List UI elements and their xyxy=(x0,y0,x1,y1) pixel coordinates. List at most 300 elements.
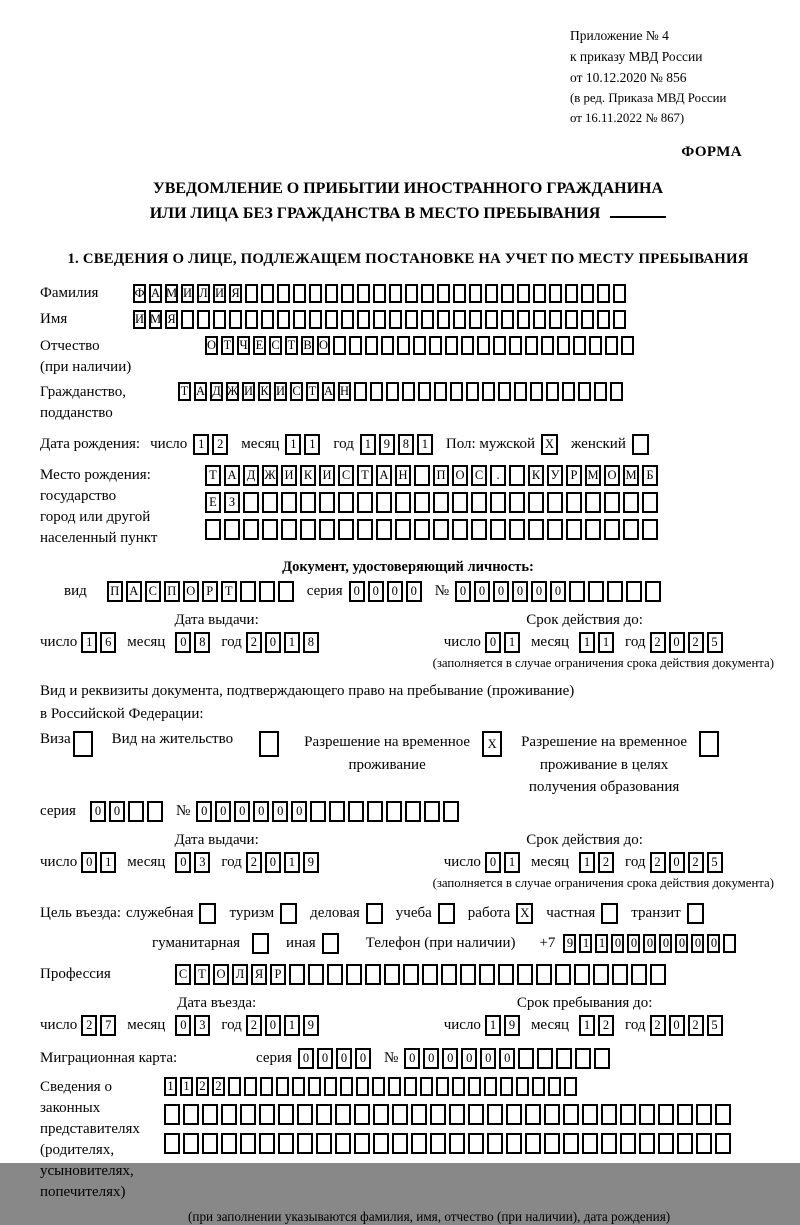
char-cell[interactable] xyxy=(509,465,525,486)
char-cell[interactable] xyxy=(366,903,383,924)
char-cell[interactable]: А xyxy=(376,465,392,486)
char-cell[interactable] xyxy=(260,1077,273,1096)
char-cell[interactable] xyxy=(601,1104,617,1125)
char-cell[interactable]: X xyxy=(516,903,533,924)
char-cell[interactable] xyxy=(243,519,259,540)
char-cell[interactable] xyxy=(575,1048,591,1069)
char-cell[interactable]: Я xyxy=(251,964,267,985)
char-cell[interactable] xyxy=(281,492,297,513)
char-cell[interactable] xyxy=(525,336,538,355)
char-cell[interactable] xyxy=(612,964,628,985)
char-cell[interactable] xyxy=(244,1077,257,1096)
char-cell[interactable] xyxy=(517,284,530,303)
char-cell[interactable] xyxy=(696,1133,712,1154)
char-cell[interactable] xyxy=(252,933,269,954)
char-cell[interactable] xyxy=(565,284,578,303)
char-cell[interactable]: 0 xyxy=(404,1048,420,1069)
char-cell[interactable] xyxy=(384,964,400,985)
char-cell[interactable] xyxy=(395,492,411,513)
char-cell[interactable] xyxy=(471,519,487,540)
char-cell[interactable]: И xyxy=(181,284,194,303)
char-cell[interactable]: О xyxy=(213,964,229,985)
char-cell[interactable]: О xyxy=(205,336,218,355)
char-cell[interactable]: И xyxy=(274,382,287,401)
char-cell[interactable] xyxy=(594,382,607,401)
char-cell[interactable] xyxy=(589,336,602,355)
char-cell[interactable]: 1 xyxy=(579,1015,595,1036)
char-cell[interactable] xyxy=(338,492,354,513)
char-cell[interactable]: А xyxy=(194,382,207,401)
char-cell[interactable] xyxy=(421,310,434,329)
char-cell[interactable]: 9 xyxy=(303,852,319,873)
char-cell[interactable] xyxy=(261,310,274,329)
char-cell[interactable]: К xyxy=(258,382,271,401)
char-cell[interactable]: Б xyxy=(642,465,658,486)
char-cell[interactable]: 9 xyxy=(303,1015,319,1036)
char-cell[interactable]: Ж xyxy=(226,382,239,401)
char-cell[interactable]: Т xyxy=(194,964,210,985)
char-cell[interactable]: К xyxy=(300,465,316,486)
char-cell[interactable]: 2 xyxy=(650,632,666,653)
char-cell[interactable]: 0 xyxy=(675,934,688,953)
char-cell[interactable]: 3 xyxy=(194,852,210,873)
char-cell[interactable] xyxy=(517,964,533,985)
char-cell[interactable]: 0 xyxy=(349,581,365,602)
char-cell[interactable]: 8 xyxy=(303,632,319,653)
char-cell[interactable] xyxy=(621,336,634,355)
char-cell[interactable] xyxy=(562,382,575,401)
char-cell[interactable] xyxy=(449,1104,465,1125)
char-cell[interactable] xyxy=(433,519,449,540)
char-cell[interactable]: Л xyxy=(232,964,248,985)
char-cell[interactable]: 2 xyxy=(246,632,262,653)
char-cell[interactable] xyxy=(506,1104,522,1125)
char-cell[interactable]: 3 xyxy=(194,1015,210,1036)
char-cell[interactable] xyxy=(228,1077,241,1096)
char-cell[interactable] xyxy=(490,492,506,513)
char-cell[interactable]: Р xyxy=(270,964,286,985)
char-cell[interactable] xyxy=(581,310,594,329)
char-cell[interactable] xyxy=(650,964,666,985)
char-cell[interactable] xyxy=(441,964,457,985)
char-cell[interactable] xyxy=(183,1133,199,1154)
char-cell[interactable] xyxy=(357,310,370,329)
char-cell[interactable] xyxy=(528,519,544,540)
char-cell[interactable] xyxy=(506,1133,522,1154)
char-cell[interactable] xyxy=(549,284,562,303)
char-cell[interactable] xyxy=(278,581,294,602)
char-cell[interactable] xyxy=(327,964,343,985)
char-cell[interactable] xyxy=(445,336,458,355)
char-cell[interactable] xyxy=(205,519,221,540)
char-cell[interactable] xyxy=(324,1077,337,1096)
char-cell[interactable]: 0 xyxy=(336,1048,352,1069)
char-cell[interactable] xyxy=(469,284,482,303)
char-cell[interactable] xyxy=(335,1133,351,1154)
char-cell[interactable]: М xyxy=(165,284,178,303)
char-cell[interactable] xyxy=(604,492,620,513)
char-cell[interactable] xyxy=(413,336,426,355)
char-cell[interactable]: 0 xyxy=(175,1015,191,1036)
char-cell[interactable]: 0 xyxy=(499,1048,515,1069)
char-cell[interactable] xyxy=(555,964,571,985)
char-cell[interactable] xyxy=(414,465,430,486)
char-cell[interactable]: 0 xyxy=(355,1048,371,1069)
char-cell[interactable] xyxy=(466,382,479,401)
char-cell[interactable]: 0 xyxy=(265,1015,281,1036)
char-cell[interactable]: 9 xyxy=(563,934,576,953)
char-cell[interactable]: 0 xyxy=(691,934,704,953)
char-cell[interactable]: 1 xyxy=(579,852,595,873)
char-cell[interactable]: 0 xyxy=(485,632,501,653)
char-cell[interactable]: X xyxy=(541,434,558,455)
char-cell[interactable] xyxy=(128,801,144,822)
char-cell[interactable] xyxy=(405,801,421,822)
char-cell[interactable] xyxy=(544,1104,560,1125)
char-cell[interactable] xyxy=(500,1077,513,1096)
char-cell[interactable]: 2 xyxy=(688,1015,704,1036)
char-cell[interactable] xyxy=(316,1104,332,1125)
char-cell[interactable]: 1 xyxy=(595,934,608,953)
char-cell[interactable] xyxy=(509,336,522,355)
char-cell[interactable]: С xyxy=(290,382,303,401)
char-cell[interactable]: М xyxy=(149,310,162,329)
char-cell[interactable]: 2 xyxy=(650,852,666,873)
char-cell[interactable]: М xyxy=(585,465,601,486)
char-cell[interactable]: Р xyxy=(202,581,218,602)
char-cell[interactable] xyxy=(449,1133,465,1154)
char-cell[interactable] xyxy=(541,336,554,355)
char-cell[interactable]: 1 xyxy=(598,632,614,653)
char-cell[interactable]: Р xyxy=(566,465,582,486)
char-cell[interactable]: А xyxy=(322,382,335,401)
char-cell[interactable] xyxy=(487,1133,503,1154)
char-cell[interactable]: 1 xyxy=(417,434,433,455)
char-cell[interactable] xyxy=(229,310,242,329)
char-cell[interactable] xyxy=(436,1077,449,1096)
char-cell[interactable] xyxy=(386,801,402,822)
char-cell[interactable]: 1 xyxy=(284,1015,300,1036)
char-cell[interactable] xyxy=(438,903,455,924)
char-cell[interactable]: 0 xyxy=(90,801,106,822)
char-cell[interactable] xyxy=(588,581,604,602)
char-cell[interactable]: Ч xyxy=(237,336,250,355)
char-cell[interactable] xyxy=(566,519,582,540)
char-cell[interactable]: С xyxy=(175,964,191,985)
char-cell[interactable] xyxy=(623,492,639,513)
char-cell[interactable] xyxy=(319,492,335,513)
char-cell[interactable] xyxy=(469,310,482,329)
char-cell[interactable] xyxy=(386,382,399,401)
char-cell[interactable] xyxy=(485,310,498,329)
char-cell[interactable]: И xyxy=(281,465,297,486)
char-cell[interactable] xyxy=(460,964,476,985)
char-cell[interactable]: 8 xyxy=(398,434,414,455)
char-cell[interactable] xyxy=(639,1104,655,1125)
char-cell[interactable] xyxy=(715,1133,731,1154)
char-cell[interactable] xyxy=(309,310,322,329)
char-cell[interactable] xyxy=(346,964,362,985)
char-cell[interactable] xyxy=(516,1077,529,1096)
char-cell[interactable]: 2 xyxy=(598,852,614,873)
char-cell[interactable] xyxy=(262,492,278,513)
char-cell[interactable] xyxy=(147,801,163,822)
char-cell[interactable]: 5 xyxy=(707,852,723,873)
char-cell[interactable] xyxy=(582,1133,598,1154)
char-cell[interactable]: О xyxy=(183,581,199,602)
char-cell[interactable] xyxy=(518,1048,534,1069)
char-cell[interactable] xyxy=(183,1104,199,1125)
char-cell[interactable]: 0 xyxy=(669,852,685,873)
char-cell[interactable] xyxy=(547,519,563,540)
char-cell[interactable]: 0 xyxy=(387,581,403,602)
char-cell[interactable] xyxy=(414,492,430,513)
char-cell[interactable] xyxy=(289,964,305,985)
char-cell[interactable]: 2 xyxy=(212,1077,225,1096)
char-cell[interactable] xyxy=(569,581,585,602)
char-cell[interactable] xyxy=(581,284,594,303)
char-cell[interactable]: Я xyxy=(165,310,178,329)
char-cell[interactable] xyxy=(224,519,240,540)
char-cell[interactable] xyxy=(259,1104,275,1125)
char-cell[interactable] xyxy=(356,1077,369,1096)
char-cell[interactable]: 0 xyxy=(707,934,720,953)
char-cell[interactable] xyxy=(498,964,514,985)
char-cell[interactable] xyxy=(395,519,411,540)
char-cell[interactable] xyxy=(376,492,392,513)
char-cell[interactable]: К xyxy=(528,465,544,486)
char-cell[interactable] xyxy=(433,492,449,513)
char-cell[interactable] xyxy=(452,519,468,540)
char-cell[interactable] xyxy=(484,1077,497,1096)
char-cell[interactable]: 0 xyxy=(175,852,191,873)
char-cell[interactable] xyxy=(429,336,442,355)
char-cell[interactable]: С xyxy=(338,465,354,486)
char-cell[interactable]: 5 xyxy=(707,1015,723,1036)
char-cell[interactable] xyxy=(261,284,274,303)
char-cell[interactable] xyxy=(585,519,601,540)
char-cell[interactable] xyxy=(468,1104,484,1125)
char-cell[interactable] xyxy=(566,492,582,513)
char-cell[interactable] xyxy=(509,492,525,513)
char-cell[interactable] xyxy=(262,519,278,540)
char-cell[interactable] xyxy=(468,1133,484,1154)
char-cell[interactable] xyxy=(517,310,530,329)
char-cell[interactable] xyxy=(292,1077,305,1096)
char-cell[interactable] xyxy=(308,1077,321,1096)
char-cell[interactable]: 1 xyxy=(164,1077,177,1096)
char-cell[interactable]: 2 xyxy=(196,1077,209,1096)
char-cell[interactable] xyxy=(430,1104,446,1125)
char-cell[interactable] xyxy=(240,1133,256,1154)
char-cell[interactable]: И xyxy=(319,465,335,486)
char-cell[interactable] xyxy=(549,310,562,329)
char-cell[interactable] xyxy=(482,382,495,401)
char-cell[interactable] xyxy=(582,1104,598,1125)
char-cell[interactable] xyxy=(389,284,402,303)
char-cell[interactable]: 0 xyxy=(485,852,501,873)
char-cell[interactable] xyxy=(677,1104,693,1125)
char-cell[interactable] xyxy=(597,310,610,329)
char-cell[interactable] xyxy=(319,519,335,540)
char-cell[interactable] xyxy=(373,1133,389,1154)
char-cell[interactable] xyxy=(278,1104,294,1125)
char-cell[interactable]: 2 xyxy=(246,1015,262,1036)
char-cell[interactable]: 1 xyxy=(284,632,300,653)
char-cell[interactable] xyxy=(461,336,474,355)
char-cell[interactable]: 2 xyxy=(246,852,262,873)
char-cell[interactable] xyxy=(639,1133,655,1154)
char-cell[interactable]: П xyxy=(164,581,180,602)
char-cell[interactable] xyxy=(677,1133,693,1154)
char-cell[interactable]: О xyxy=(604,465,620,486)
char-cell[interactable] xyxy=(528,492,544,513)
char-cell[interactable]: П xyxy=(433,465,449,486)
char-cell[interactable] xyxy=(533,310,546,329)
char-cell[interactable] xyxy=(259,1133,275,1154)
char-cell[interactable] xyxy=(557,336,570,355)
char-cell[interactable] xyxy=(645,581,661,602)
char-cell[interactable] xyxy=(573,336,586,355)
char-cell[interactable] xyxy=(485,284,498,303)
char-cell[interactable] xyxy=(276,1077,289,1096)
char-cell[interactable]: 0 xyxy=(298,1048,314,1069)
char-cell[interactable]: З xyxy=(224,492,240,513)
char-cell[interactable]: Ф xyxy=(133,284,146,303)
char-cell[interactable] xyxy=(213,310,226,329)
char-cell[interactable]: Н xyxy=(338,382,351,401)
char-cell[interactable]: 0 xyxy=(253,801,269,822)
char-cell[interactable]: 1 xyxy=(485,1015,501,1036)
char-cell[interactable]: . xyxy=(490,465,506,486)
char-cell[interactable] xyxy=(309,284,322,303)
char-cell[interactable] xyxy=(221,1133,237,1154)
char-cell[interactable]: Т xyxy=(306,382,319,401)
char-cell[interactable] xyxy=(642,519,658,540)
char-cell[interactable]: 0 xyxy=(442,1048,458,1069)
char-cell[interactable]: Т xyxy=(221,336,234,355)
char-cell[interactable]: Н xyxy=(395,465,411,486)
char-cell[interactable] xyxy=(373,310,386,329)
char-cell[interactable] xyxy=(404,1077,417,1096)
char-cell[interactable] xyxy=(477,336,490,355)
char-cell[interactable] xyxy=(348,801,364,822)
char-cell[interactable]: 0 xyxy=(461,1048,477,1069)
char-cell[interactable] xyxy=(202,1133,218,1154)
char-cell[interactable] xyxy=(613,284,626,303)
char-cell[interactable] xyxy=(585,492,601,513)
char-cell[interactable]: 9 xyxy=(504,1015,520,1036)
char-cell[interactable] xyxy=(277,310,290,329)
char-cell[interactable] xyxy=(341,284,354,303)
char-cell[interactable] xyxy=(300,492,316,513)
char-cell[interactable] xyxy=(372,1077,385,1096)
char-cell[interactable]: Т xyxy=(357,465,373,486)
char-cell[interactable] xyxy=(453,284,466,303)
char-cell[interactable]: 0 xyxy=(265,632,281,653)
char-cell[interactable] xyxy=(536,964,552,985)
char-cell[interactable] xyxy=(620,1133,636,1154)
char-cell[interactable]: 0 xyxy=(406,581,422,602)
char-cell[interactable] xyxy=(357,284,370,303)
char-cell[interactable] xyxy=(613,310,626,329)
char-cell[interactable] xyxy=(450,382,463,401)
char-cell[interactable] xyxy=(544,1133,560,1154)
char-cell[interactable]: Е xyxy=(205,492,221,513)
char-cell[interactable] xyxy=(418,382,431,401)
char-cell[interactable] xyxy=(632,434,649,455)
char-cell[interactable] xyxy=(245,284,258,303)
char-cell[interactable] xyxy=(479,964,495,985)
char-cell[interactable] xyxy=(537,1048,553,1069)
char-cell[interactable] xyxy=(373,284,386,303)
char-cell[interactable]: А xyxy=(149,284,162,303)
char-cell[interactable] xyxy=(405,310,418,329)
char-cell[interactable] xyxy=(452,492,468,513)
char-cell[interactable] xyxy=(316,1133,332,1154)
char-cell[interactable] xyxy=(349,336,362,355)
char-cell[interactable] xyxy=(240,1104,256,1125)
char-cell[interactable] xyxy=(658,1133,674,1154)
char-cell[interactable]: 5 xyxy=(707,632,723,653)
char-cell[interactable]: 1 xyxy=(504,632,520,653)
char-cell[interactable] xyxy=(367,801,383,822)
char-cell[interactable]: 1 xyxy=(504,852,520,873)
char-cell[interactable] xyxy=(388,1077,401,1096)
char-cell[interactable] xyxy=(357,492,373,513)
char-cell[interactable] xyxy=(533,284,546,303)
char-cell[interactable] xyxy=(631,964,647,985)
char-cell[interactable] xyxy=(514,382,527,401)
char-cell[interactable]: Д xyxy=(210,382,223,401)
char-cell[interactable]: 1 xyxy=(360,434,376,455)
char-cell[interactable] xyxy=(574,964,590,985)
char-cell[interactable] xyxy=(389,310,402,329)
char-cell[interactable] xyxy=(468,1077,481,1096)
char-cell[interactable] xyxy=(240,581,256,602)
char-cell[interactable] xyxy=(164,1104,180,1125)
char-cell[interactable]: 2 xyxy=(81,1015,97,1036)
char-cell[interactable] xyxy=(259,731,279,757)
char-cell[interactable]: 0 xyxy=(659,934,672,953)
char-cell[interactable] xyxy=(430,1133,446,1154)
char-cell[interactable]: С xyxy=(269,336,282,355)
char-cell[interactable] xyxy=(530,382,543,401)
char-cell[interactable] xyxy=(723,934,736,953)
char-cell[interactable] xyxy=(335,1104,351,1125)
char-cell[interactable] xyxy=(340,1077,353,1096)
char-cell[interactable]: 0 xyxy=(109,801,125,822)
char-cell[interactable]: 2 xyxy=(598,1015,614,1036)
char-cell[interactable] xyxy=(397,336,410,355)
char-cell[interactable]: X xyxy=(482,731,502,757)
char-cell[interactable] xyxy=(601,903,618,924)
char-cell[interactable] xyxy=(437,284,450,303)
char-cell[interactable] xyxy=(164,1133,180,1154)
char-cell[interactable]: 0 xyxy=(512,581,528,602)
char-cell[interactable] xyxy=(471,492,487,513)
char-cell[interactable]: 1 xyxy=(579,632,595,653)
char-cell[interactable] xyxy=(658,1104,674,1125)
char-cell[interactable]: 2 xyxy=(650,1015,666,1036)
char-cell[interactable] xyxy=(376,519,392,540)
char-cell[interactable] xyxy=(197,310,210,329)
char-cell[interactable]: 0 xyxy=(669,632,685,653)
char-cell[interactable]: 0 xyxy=(265,852,281,873)
char-cell[interactable]: 0 xyxy=(611,934,624,953)
char-cell[interactable] xyxy=(338,519,354,540)
char-cell[interactable] xyxy=(437,310,450,329)
